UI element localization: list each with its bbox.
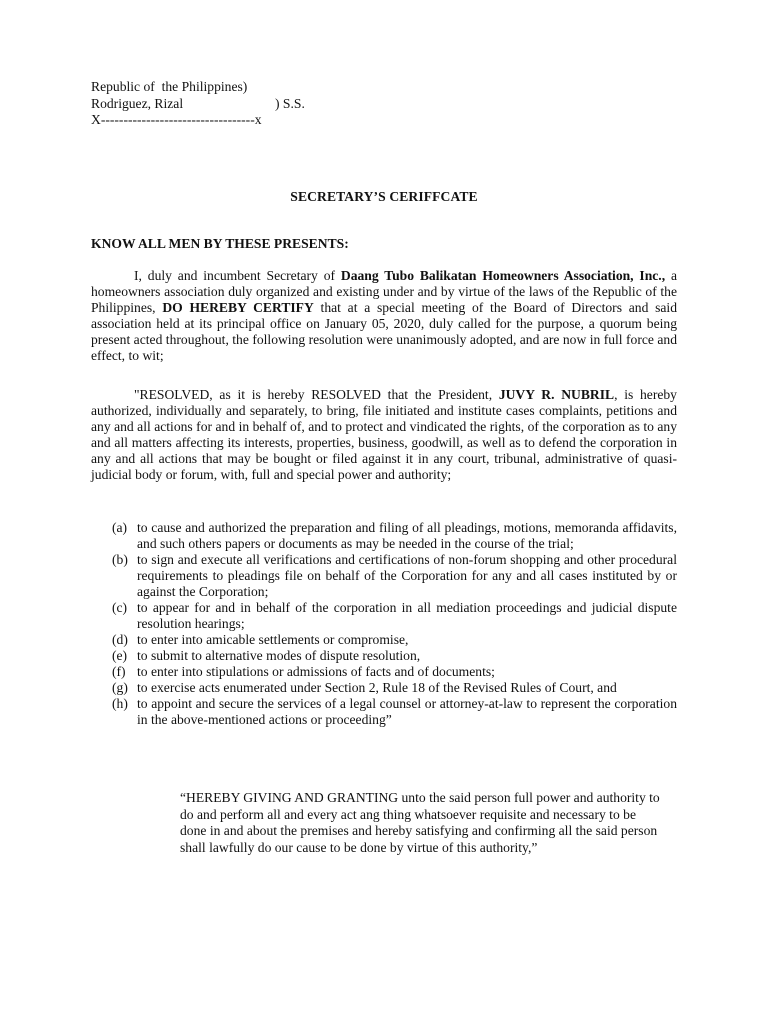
venue-country: Republic of the Philippines) (91, 79, 248, 94)
list-item-text: to enter into stipulations or admissions of facts and of documents; (137, 664, 495, 679)
list-item (112, 696, 677, 728)
venue-place: Rodriguez, Rizal (91, 95, 184, 111)
list-item (112, 520, 677, 552)
venue-place-line (91, 95, 305, 113)
list-marker: (f) (112, 664, 126, 679)
list-marker: (g) (112, 680, 128, 695)
para1-end: that at a special meeting of the Board of Directors and said association held at its principal office on January 05, 2020, duly called for the purpose, a quorum being present acted throughout, the following resolution were unanimously adopted, and are now in full force and effect, to wit; (91, 300, 678, 363)
list-marker: (c) (112, 600, 128, 615)
list-item-text: to submit to alternative modes of dispute resolution, (137, 648, 421, 663)
para1-middle: a homeowners association duly organized and existing under and by virtue of the laws of the Republic of the Philippines, (91, 268, 677, 315)
list-item (112, 664, 677, 680)
para1-intro: I, duly and incumbent Secretary of (134, 268, 341, 283)
resolution-paragraph (91, 387, 677, 483)
know-all-men-heading: KNOW ALL MEN BY THESE PRESENTS: (91, 236, 349, 251)
list-item (112, 632, 677, 648)
list-marker: (d) (112, 632, 128, 647)
powers-list (112, 520, 677, 728)
document-title (0, 189, 768, 205)
certification-paragraph (91, 268, 677, 364)
list-item-text: to appear for and in behalf of the corporation in all mediation proceedings and judicial dispute resolution hearings; (137, 600, 677, 631)
list-item-text: to sign and execute all verifications and certifications of non-forum shopping and other procedural requirements to pleadings file on behalf of the Corporation for any and all cases instituted by or against the Corporation; (137, 552, 677, 599)
list-item-text: to appoint and secure the services of a legal counsel or attorney-at-law to represent the corporation in the above-mentioned actions or proceeding” (137, 696, 677, 727)
list-item (112, 680, 677, 696)
granting-clause: “HEREBY GIVING AND GRANTING unto the said person full power and authority to do and perform all and every act ang thing whatsoever requisite and necessary to be done in and about the premises and hereby satisfying and confirming all the said person shall lawfully do our cause to be done by virtue of this authority,” (180, 790, 660, 855)
association-name: Daang Tubo Balikatan Homeowners Association, Inc., (340, 268, 666, 283)
list-item (112, 648, 677, 664)
list-marker: (a) (112, 520, 128, 535)
list-item (112, 600, 677, 632)
list-item-text: to enter into amicable settlements or compromise, (137, 632, 409, 647)
certify-phrase: DO HEREBY CERTIFY (162, 300, 314, 315)
list-item-text: to cause and authorized the preparation and filing of all pleadings, motions, memoranda affidavits, and such others papers or documents as may be needed in the course of the trial; (137, 520, 677, 551)
list-marker: (h) (112, 696, 128, 711)
venue-ss: ) S.S. (275, 95, 305, 111)
list-marker: (b) (112, 552, 128, 567)
list-marker: (e) (112, 648, 128, 663)
venue-block (91, 79, 305, 129)
para2-body: , is hereby authorized, individually and separately, to bring, file initiated and institute cases complaints, petitions and any and all actions for and in behalf of, and to protect and vindicated the rights, of the corporation as to any and all matters affecting its interests, properties, business, goodwill, as well as to defend the corporation in any and all actions that may be bought or filed against it in any court, tribunal, administrative of quasi-judicial body or forum, with, full and special power and authority; (91, 387, 677, 482)
venue-separator: X----------------------------------x (91, 112, 262, 127)
para2-intro: "RESOLVED, as it is hereby RESOLVED that the President, (134, 387, 499, 402)
list-item-text: to exercise acts enumerated under Section 2, Rule 18 of the Revised Rules of Court, and (137, 680, 617, 695)
list-item (112, 552, 677, 600)
document-title-text: SECRETARY’S CERIFFCATE (290, 189, 478, 204)
president-name: JUVY R. NUBRIL (498, 387, 615, 402)
